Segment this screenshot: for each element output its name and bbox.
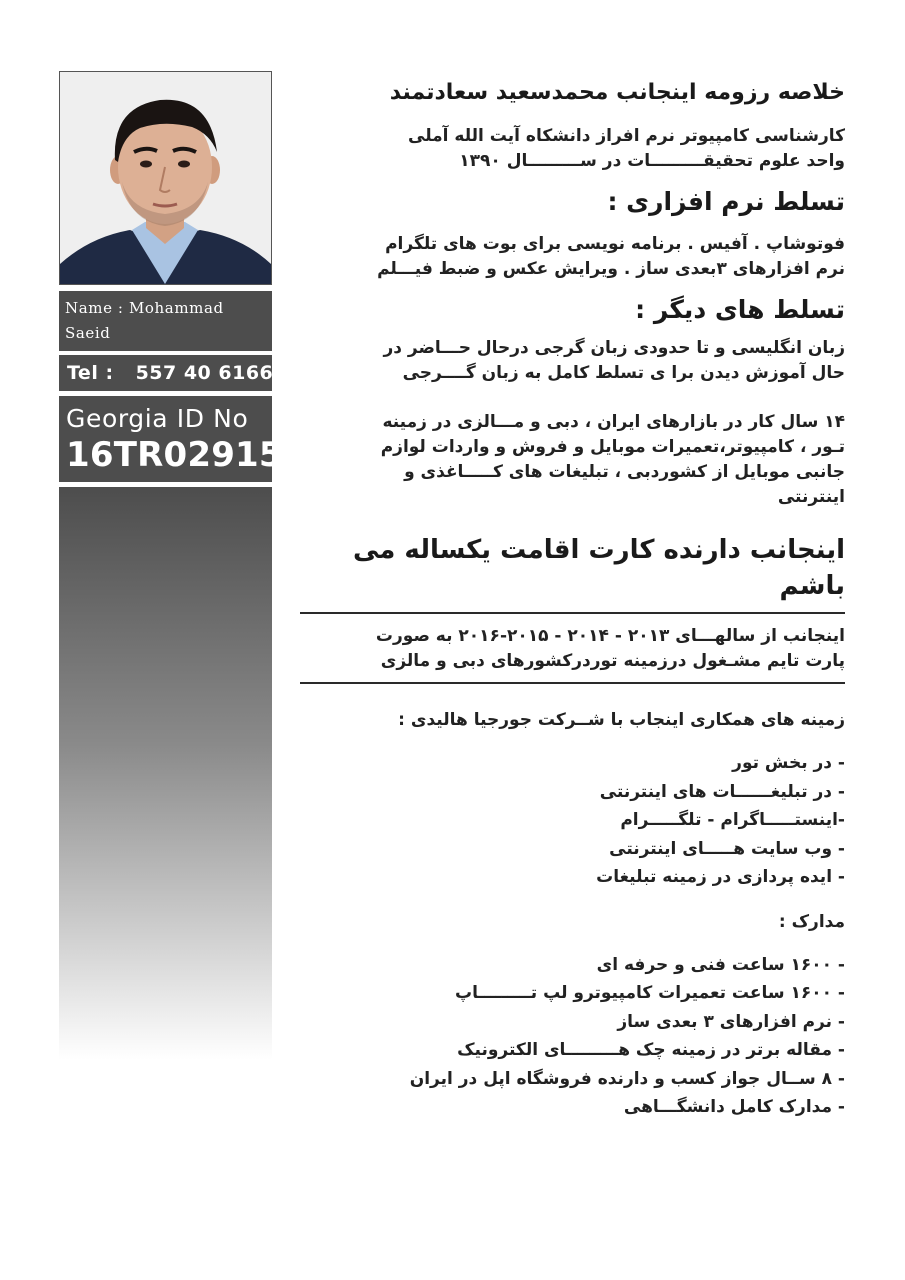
cooperation-heading: زمینه های همکاری اینجاب با شــرکت جورجیا هالیدی : [398, 710, 845, 730]
experience-line-1: ۱۴ سال کار در بازارهای ایران ، دبی و مـــالزی در زمینه [382, 412, 845, 432]
education-line-1: کارشناسی کامپیوتر نرم افراز دانشکاه آیت الله آملی [408, 126, 845, 146]
documents-heading: مدارک : [778, 911, 845, 932]
list-item: - نرم افزارهای ۳ بعدی ساز [617, 1011, 845, 1032]
documents-list [300, 951, 845, 1122]
list-item: - وب سایت هـــــای اینترنتی [609, 838, 845, 859]
languages-line-2: حال آموزش دیدن برا ی تسلط کامل به زبان گــــرجی [402, 363, 845, 383]
list-item: - در تبلیغــــــات های اینترنتی [599, 781, 845, 802]
tel-label: Tel : [67, 362, 114, 384]
list-item: -اینستـــــاگرام - تلگـــــرام [620, 810, 845, 830]
experience-line-4: اینترنتی [777, 487, 845, 507]
experience-line-3: جانبی موبایل از کشوردبی ، تبلیغات های کـــــاغذی و [404, 462, 845, 482]
parttime-line-2: پارت تایم مشـغول درزمینه توردرکشورهای دبی و مالزی [380, 651, 845, 671]
list-item: - ۸ ســال جواز کسب و دارنده فروشگاه اپل در ایران [409, 1068, 845, 1089]
software-line-1: فوتوشاپ . آفیس . برنامه نویسی برای بوت های تلگرام [385, 234, 845, 254]
software-skills-heading: تسلط نرم افزاری : [607, 187, 845, 216]
education-line-2: واحد علوم تحقیقـــــــــات در ســـــــــال ۱۳۹۰ [459, 151, 845, 171]
cooperation-list [300, 749, 845, 892]
residence-card-heading: اینجانب دارنده کارت اقامت یکساله می باشم [352, 535, 845, 601]
list-item: - ۱۶۰۰ ساعت فنی و حرفه ای [596, 954, 845, 975]
resume-title: خلاصه رزومه اینجانب محمدسعید سعادتمند [389, 80, 845, 105]
tel-number: 557 40 6166 [135, 362, 274, 384]
list-item: - ایده پردازی در زمینه تبلیغات [596, 867, 845, 887]
software-line-2: نرم افزارهای ۳بعدی ساز . ویرایش عکس و ضبط فیـــلم [377, 259, 845, 279]
portrait-illustration [60, 72, 271, 284]
georgia-id-number: 16TR02915 [66, 435, 283, 475]
tel-panel [59, 355, 272, 391]
languages-line-1: زبان انگلیسی و تا حدودی زبان گرجی درحال حـــاضر در [383, 338, 845, 358]
experience-line-2: تـور ، کامپیوتر،تعمیرات موبایل و فروش و واردات لوازم [380, 437, 845, 457]
resume-content [300, 76, 845, 1122]
georgia-id-label: Georgia ID No [66, 404, 249, 433]
parttime-line-1: اینجانب از سالهـــای ۲۰۱۳ - ۲۰۱۴ - ۲۰۱۵-۲۰۱۶ به صورت [375, 626, 845, 646]
list-item: - مدارک کامل دانشگـــاهی [623, 1097, 845, 1117]
georgia-id-panel [59, 396, 283, 482]
list-item: - مقاله برتر در زمینه چک هـــــــــای الکترونیک [457, 1040, 845, 1060]
decorative-gradient-bar [59, 487, 272, 1060]
other-skills-heading: تسلط های دیگر : [635, 295, 845, 324]
profile-photo [59, 71, 272, 285]
list-item: - در بخش تور [732, 753, 845, 773]
name-panel [59, 291, 272, 351]
name-line: Name : Mohammad Saeid [65, 299, 224, 342]
list-item: - ۱۶۰۰ ساعت تعمیرات کامپیوترو لپ تـــــــــاپ [455, 983, 845, 1003]
